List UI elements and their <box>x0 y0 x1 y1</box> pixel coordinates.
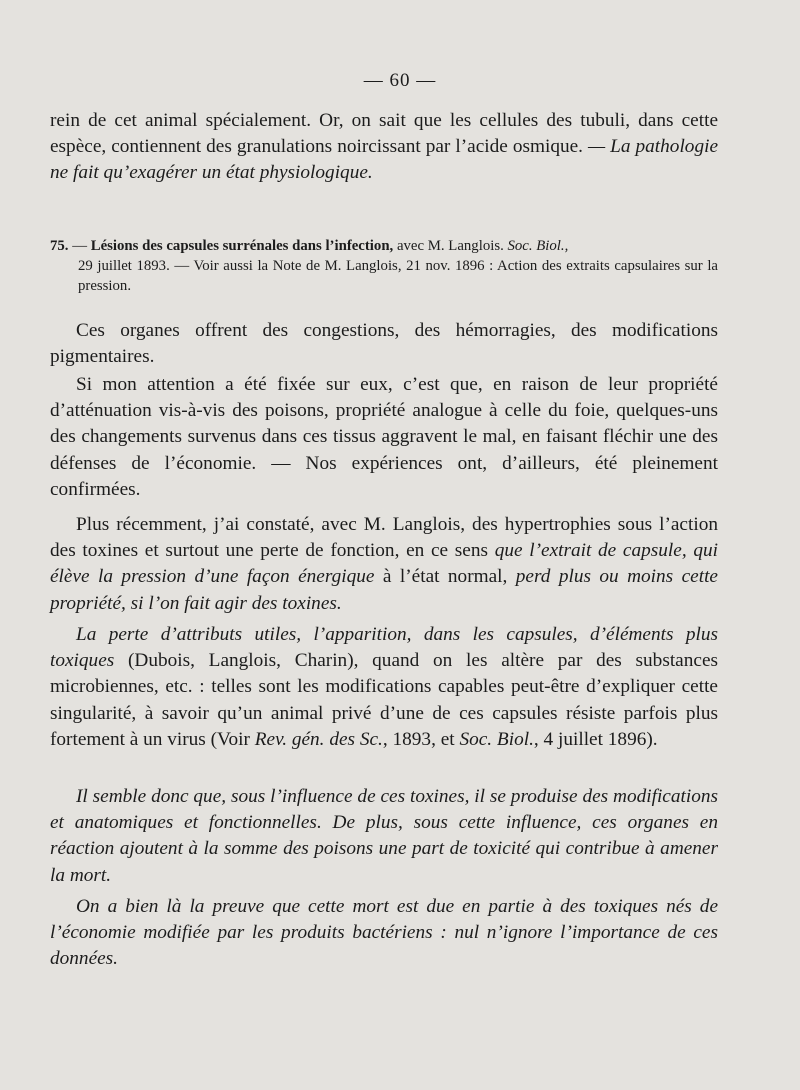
entry-details: 29 juillet 1893. — Voir aussi la Note de M. Langlois, 21 nov. 1896 : Action des extraits capsulaires sur la pression. <box>78 258 718 294</box>
paragraph-6: On a bien là la preuve que cette mort est due en partie à des toxiques nés de l’économie modifiée par les produits bactériens : nul n’ignore l’importance de ces données. <box>50 896 718 970</box>
page-number: — 60 — <box>363 70 437 91</box>
p4-italic-e: Soc. Biol. <box>459 728 534 750</box>
entry-authors: avec M. Langlois. <box>393 238 508 254</box>
entry-dash: — <box>68 238 91 254</box>
paragraph-2: Si mon attention a été fixée sur eux, c’est que, en raison de leur propriété d’atténuation vis-à-vis des poisons, propriété analogue à celle du foie, quelques-uns des changements survenus dans ces tissus aggravent le mal, en faisant fléchir une des défenses de l’économie. — Nos expériences ont, d’ailleurs, été pleinement confirmées. <box>50 374 718 500</box>
p4-text-f: , 4 juillet 1896). <box>533 728 658 750</box>
p3-italic-b: que l’extrait de capsule, qui élève la pression d’une façon énergique <box>50 540 718 588</box>
bibliography-entry <box>50 236 718 296</box>
p4-italic-a: La perte d’attributs utiles, l’apparition, dans les capsules, d’éléments plus toxiques <box>50 624 718 672</box>
entry-number: 75. <box>50 238 69 254</box>
intro-text: rein de cet animal spécialement. Or, on sait que les cellules des tubuli, dans cette espèce, contiennent des granulations noircissant par l’acide osmique. <box>50 110 718 158</box>
p4-text-b: (Dubois, Langlois, Charin), quand on les altère par des substances microbiennes, etc. : telles sont les modifications capables peut-être d’expliquer cette singularité, à savoir qu’un animal privé d’une de ces capsules résiste parfois plus fortement à un virus (Voir <box>50 650 718 750</box>
p4-text-d: , 1893, et <box>382 728 460 750</box>
paragraph-1: Ces organes offrent des congestions, des hémorragies, des modifications pigmentaires. <box>50 320 718 368</box>
paragraph-3 <box>50 512 718 617</box>
p3-italic-d: perd plus ou moins cette propriété, si l’on fait agir des toxines. <box>50 566 718 614</box>
p3-text-c: à l’état normal, <box>374 566 516 588</box>
intro-italic: — La pathologie ne fait qu’exagérer un état physiologique. <box>50 136 718 184</box>
p4-italic-c: Rev. gén. des Sc. <box>254 728 383 750</box>
entry-journal: Soc. Biol., <box>507 238 569 254</box>
intro-paragraph <box>50 108 718 187</box>
p3-text-a: Plus récemment, j’ai constaté, avec M. Langlois, des hypertrophies sous l’action des toxines et surtout une perte de fonction, en ce sens <box>50 514 718 562</box>
entry-title: Lésions des capsules surrénales dans l’infection, <box>90 238 394 254</box>
paragraph-4 <box>50 622 718 753</box>
paragraph-5: Il semble donc que, sous l’influence de ces toxines, il se produise des modifications et anatomiques et fonctionnelles. De plus, sous cette influence, ces organes en réaction ajoutent à la somme des poisons une part de toxicité qui contribue à amener la mort. <box>50 786 718 886</box>
